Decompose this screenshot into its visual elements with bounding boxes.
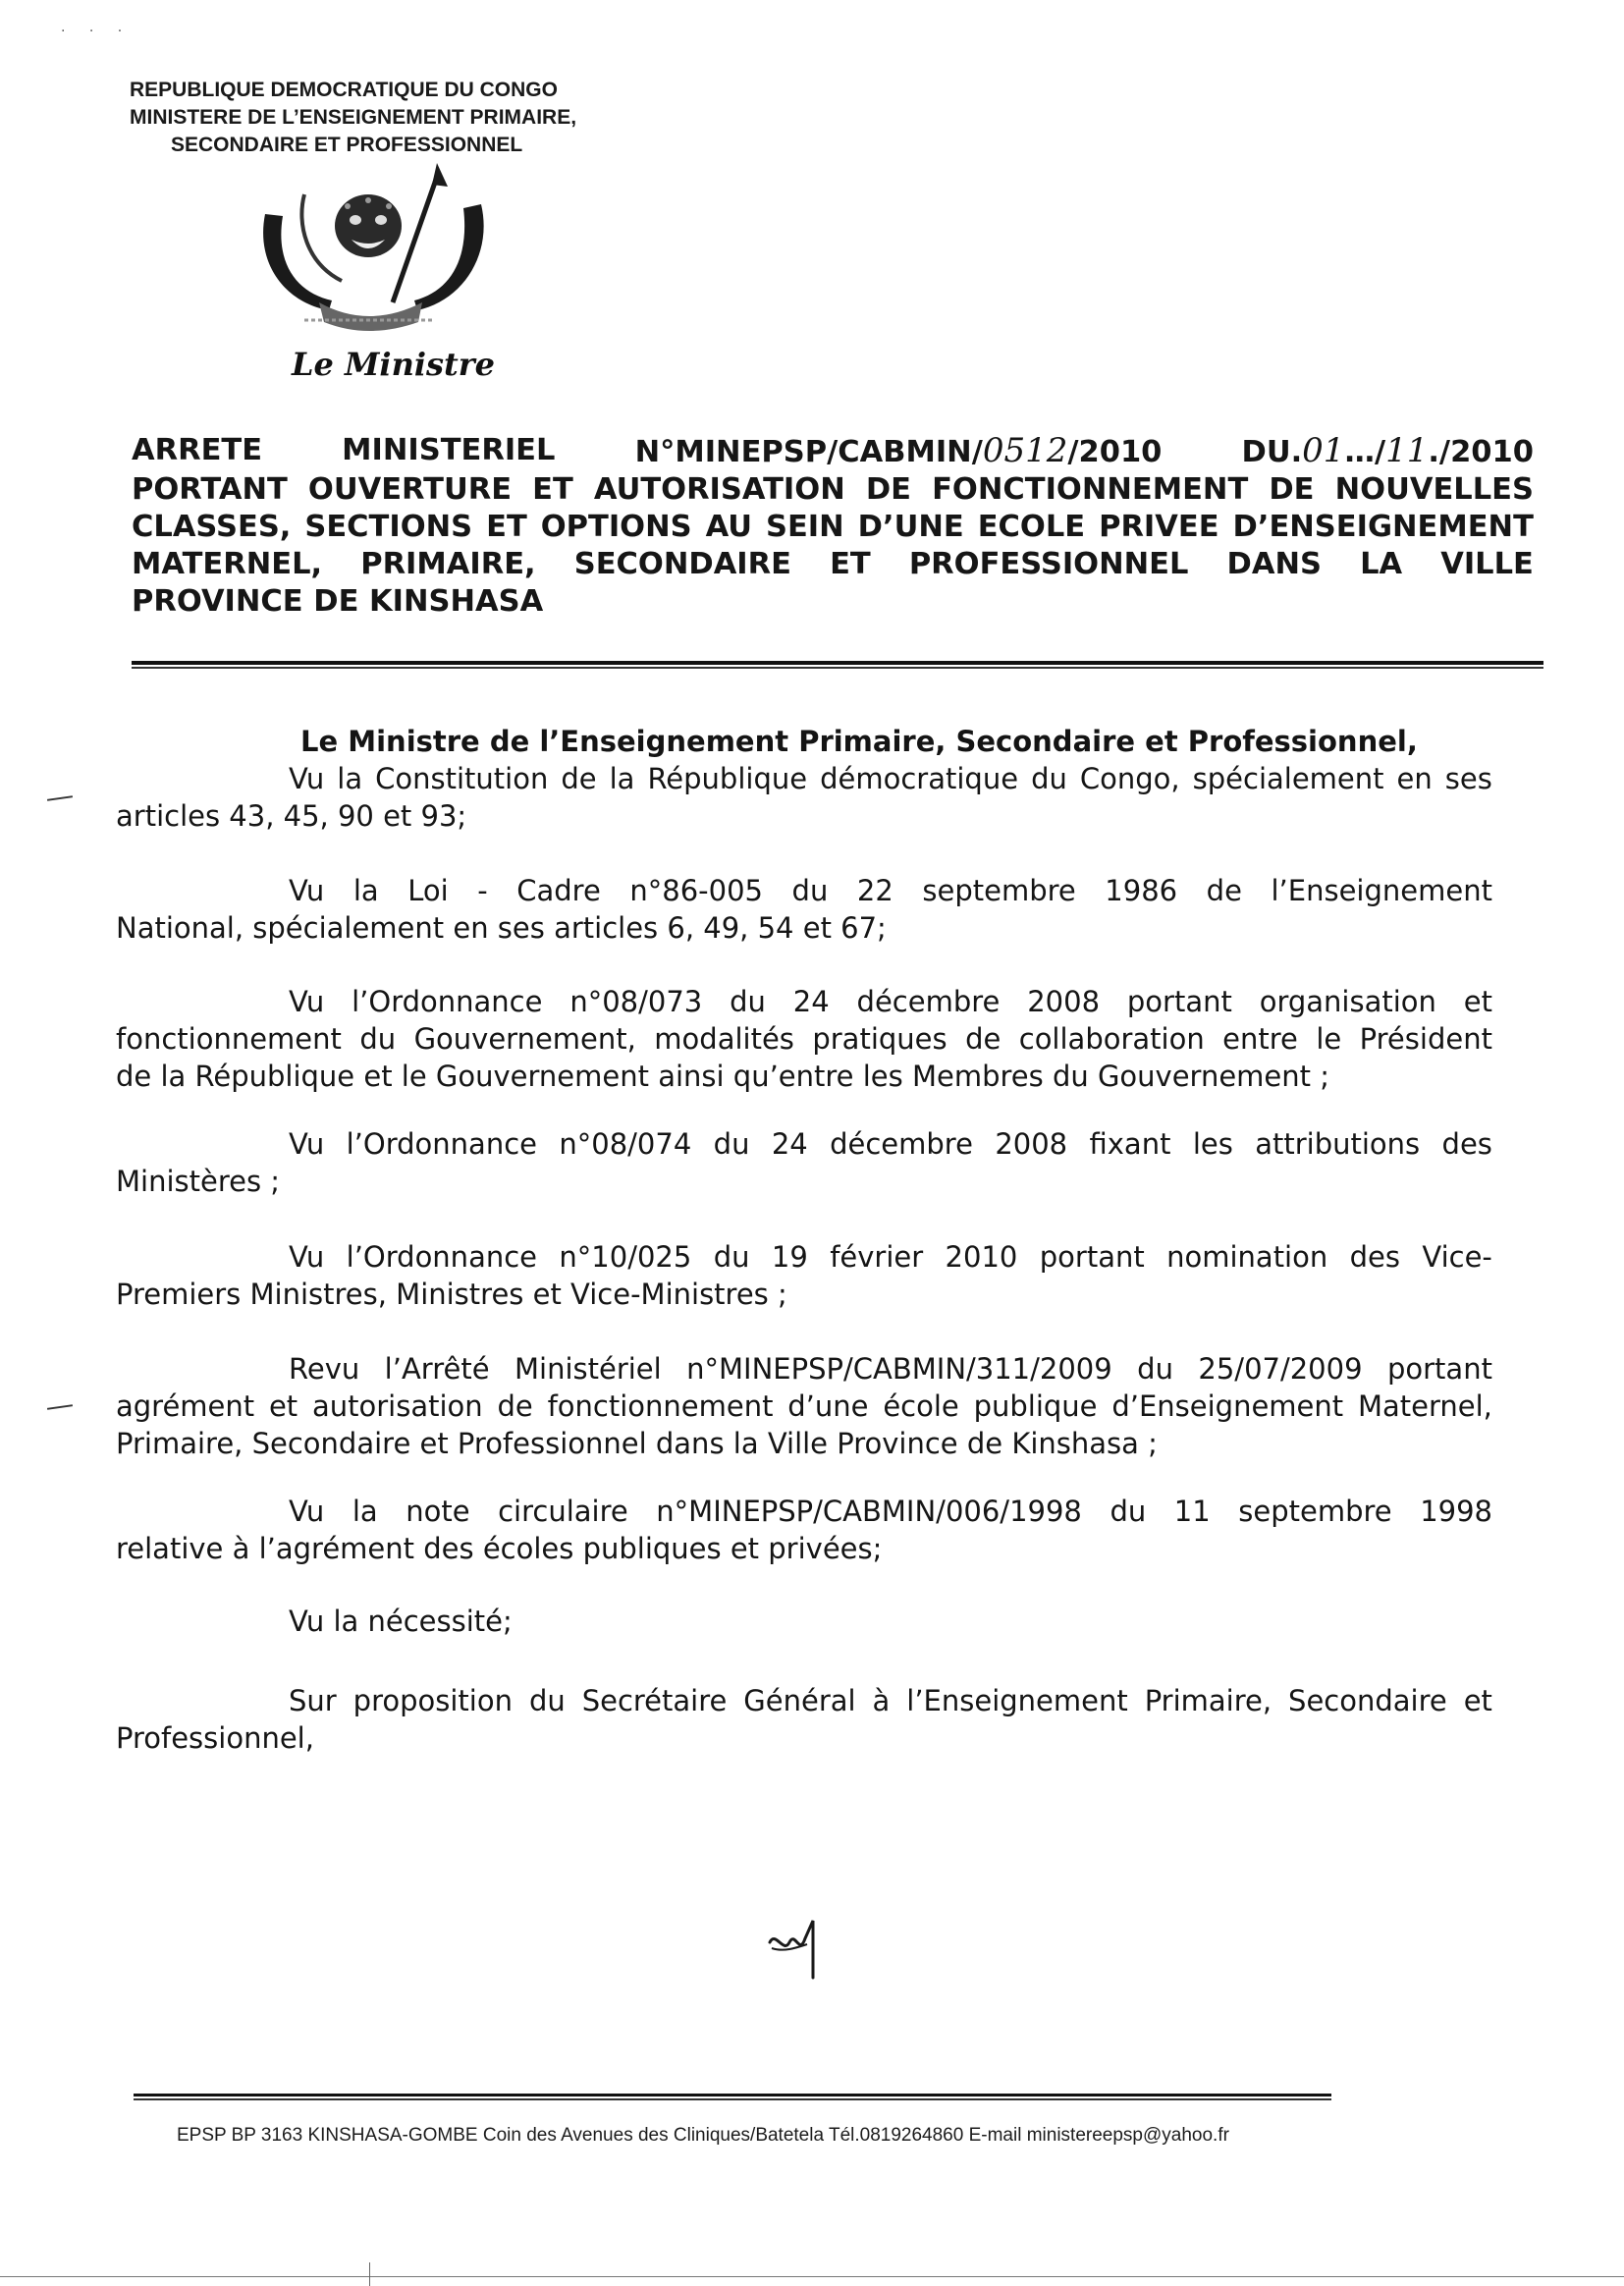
title-word: PROFESSIONNEL [908, 547, 1189, 581]
word: du [359, 1022, 397, 1057]
word: Vu [289, 1495, 325, 1529]
handwritten-initials [762, 1913, 840, 1982]
word: agrément [116, 1389, 255, 1424]
title-word: ET [486, 510, 527, 544]
decree-title [132, 432, 1534, 621]
word: Sur [289, 1683, 337, 1717]
letterhead [130, 77, 576, 159]
title-word: D’ENSEIGNEMENT [1232, 510, 1534, 544]
word: et [1463, 985, 1492, 1019]
word: Primaire, [1144, 1683, 1272, 1717]
reference-year: /2010 [1067, 435, 1163, 469]
word: n°08/073 [569, 985, 703, 1019]
word: décembre [830, 1127, 973, 1162]
paragraph-line: Ministères ; [116, 1165, 281, 1199]
paragraph-line [116, 1388, 1492, 1425]
scan-specks: · · · [61, 24, 133, 39]
handwritten-reference-number: 0512 [982, 431, 1068, 470]
word: 1998 [1420, 1495, 1492, 1529]
word: du [1110, 1495, 1147, 1529]
word: Vu [289, 1239, 325, 1274]
letterhead-country: REPUBLIQUE DEMOCRATIQUE DU CONGO [130, 79, 558, 101]
word: portant [1126, 985, 1232, 1019]
word: 11 [1173, 1495, 1211, 1529]
word: en [1396, 761, 1433, 795]
title-word: ECOLE [977, 510, 1086, 544]
word: l’Ordonnance [346, 1239, 538, 1274]
word: Cadre [516, 874, 601, 908]
decree-date [1242, 432, 1534, 471]
word: entre [1222, 1022, 1298, 1057]
word: de [1206, 874, 1242, 908]
word: note [406, 1495, 470, 1529]
title-word: SECTIONS [304, 510, 473, 544]
paragraph-line [116, 872, 1492, 909]
word: portant [1386, 1352, 1492, 1387]
preamble-paragraph [116, 1682, 1492, 1757]
margin-mark [47, 1404, 73, 1410]
word: 24 [792, 985, 830, 1019]
margin-mark [47, 795, 73, 801]
paragraph-line: National, spécialement en ses articles 6, 49, 54 et 67; [116, 911, 887, 946]
paragraph-line [116, 1350, 1492, 1388]
letterhead-ministry: MINISTERE DE L’ENSEIGNEMENT PRIMAIRE, [130, 106, 577, 129]
word: Constitution [375, 761, 549, 795]
word: démocratique [820, 761, 1019, 795]
word: n°10/025 [559, 1239, 692, 1274]
paragraph-line [116, 1125, 1492, 1163]
word: du [528, 1683, 566, 1717]
title-ministeriel: MINISTERIEL [342, 433, 556, 467]
decree-reference [635, 432, 1163, 471]
word: de [561, 761, 597, 795]
word: le [1316, 1022, 1342, 1057]
word: organisation [1259, 985, 1436, 1019]
word: 2008 [995, 1127, 1068, 1162]
word: l’Ordonnance [352, 985, 543, 1019]
paragraph-line [116, 1020, 1492, 1058]
paragraph-line: Professionnel, [116, 1720, 314, 1755]
word: Gouvernement, [413, 1022, 636, 1057]
title-word: PORTANT [132, 472, 288, 507]
word: les [1192, 1127, 1233, 1162]
title-word: VILLE [1440, 547, 1534, 581]
word: ses [1444, 761, 1492, 795]
title-word: AU [705, 510, 753, 544]
word: du [730, 985, 766, 1019]
word: nomination [1166, 1239, 1328, 1274]
title-word: SEIN [766, 510, 844, 544]
word: Secrétaire [581, 1683, 728, 1717]
word: 19 [771, 1239, 808, 1274]
preamble-paragraph [116, 1350, 1492, 1462]
title-word: CLASSES, [132, 510, 292, 544]
word: attributions [1255, 1127, 1421, 1162]
word: 24 [771, 1127, 808, 1162]
word: l’Enseignement [1271, 874, 1492, 908]
word: Général [743, 1683, 856, 1717]
letterhead-ministry-cont: SECONDAIRE ET PROFESSIONNEL [171, 134, 523, 156]
footer-divider [134, 2094, 1331, 2100]
title-word: AUTORISATION [593, 472, 845, 507]
title-line-1 [132, 432, 1534, 471]
word: Vu [289, 985, 325, 1019]
word: n°86-005 [629, 874, 763, 908]
paragraph-line [116, 1493, 1492, 1530]
title-word: SECONDAIRE [573, 547, 791, 581]
word: n°MINEPSP/CABMIN/311/2009 [686, 1352, 1112, 1387]
preamble-paragraph [116, 1603, 1492, 1640]
word: Ministériel [514, 1352, 662, 1387]
word: 22 [856, 874, 893, 908]
word: la [352, 874, 379, 908]
word: Maternel, [1357, 1389, 1492, 1424]
word: fonctionnement [547, 1389, 774, 1424]
word: l’Arrêté [384, 1352, 490, 1387]
title-word: MATERNEL, [132, 547, 323, 581]
title-line-5: PROVINCE DE KINSHASA [132, 584, 544, 619]
title-word: OPTIONS [540, 510, 692, 544]
word: la [352, 1495, 378, 1529]
paragraph-line: relative à l’agrément des écoles publiques et privées; [116, 1532, 883, 1566]
word: l’Enseignement [906, 1683, 1128, 1717]
word: d’une [787, 1389, 869, 1424]
word: du [713, 1127, 750, 1162]
title-word: OUVERTURE [307, 472, 513, 507]
title-divider [132, 661, 1543, 669]
word: septembre [1238, 1495, 1392, 1529]
minister-heading: Le Ministre de l’Enseignement Primaire, Secondaire et Professionnel, [300, 725, 1418, 758]
title-word: PRIMAIRE, [360, 547, 536, 581]
paragraph-line: Primaire, Secondaire et Professionnel dans la Ville Province de Kinshasa ; [116, 1427, 1158, 1461]
word: septembre [922, 874, 1076, 908]
handwritten-date-day: 01 [1302, 431, 1345, 470]
date-year: ./2010 [1428, 435, 1534, 469]
word: Revu [289, 1352, 360, 1387]
word: autorisation [312, 1389, 483, 1424]
word: Président [1359, 1022, 1492, 1057]
title-arrete: ARRETE [132, 433, 263, 467]
word: d’Enseignement [1111, 1389, 1344, 1424]
title-word: LA [1360, 547, 1403, 581]
word: Congo, [1079, 761, 1180, 795]
word: décembre [856, 985, 1001, 1019]
word: et [1463, 1683, 1492, 1717]
word: circulaire [498, 1495, 628, 1529]
word: Loi [407, 874, 449, 908]
word: de [965, 1022, 1001, 1057]
word: et [268, 1389, 298, 1424]
word: 25/07/2009 [1198, 1352, 1363, 1387]
word: des [1441, 1127, 1492, 1162]
coat-of-arms-emblem [245, 155, 501, 352]
paragraph-line: de la République et le Gouvernement ainsi qu’entre les Membres du Gouvernement ; [116, 1060, 1330, 1094]
preamble-paragraph [116, 1238, 1492, 1313]
title-line-2 [132, 471, 1534, 509]
word: publique [973, 1389, 1098, 1424]
paragraph-line [116, 983, 1492, 1020]
word: portant [1039, 1239, 1145, 1274]
title-word: ET [830, 547, 871, 581]
title-word: DE [865, 472, 911, 507]
word: Secondaire [1288, 1683, 1447, 1717]
title-line-4 [132, 546, 1534, 583]
preamble-paragraph [116, 983, 1492, 1095]
page-bottom-tick [369, 2262, 370, 2286]
word: du [1137, 1352, 1173, 1387]
word: des [1349, 1239, 1400, 1274]
title-word: ET [532, 472, 573, 507]
title-word: D’UNE [857, 510, 964, 544]
word: Vu [289, 1127, 325, 1162]
word: République [647, 761, 808, 795]
word: fixant [1089, 1127, 1171, 1162]
title-word: DE [1269, 472, 1315, 507]
date-prefix: DU. [1241, 435, 1303, 469]
footer-address: EPSP BP 3163 KINSHASA-GOMBE Coin des Avenues des Cliniques/Batetela Tél.0819264860 E-mail ministereepsp@yahoo.fr [177, 2125, 1229, 2146]
paragraph-line: Premiers Ministres, Ministres et Vice-Ministres ; [116, 1277, 787, 1311]
minister-signature-label: Le Ministre [292, 346, 496, 383]
title-word: NOUVELLES [1334, 472, 1534, 507]
word: Vu [289, 874, 325, 908]
word: l’Ordonnance [346, 1127, 537, 1162]
word: spécialement [1192, 761, 1384, 795]
word: - [477, 874, 488, 908]
title-word: DANS [1226, 547, 1322, 581]
word: février [830, 1239, 924, 1274]
paragraph-line [116, 760, 1492, 797]
preamble-paragraph [116, 760, 1492, 835]
handwritten-date-month: 11 [1385, 431, 1429, 470]
word: du [791, 874, 829, 908]
title-line-3 [132, 509, 1534, 546]
word: la [337, 761, 363, 795]
word: du [1031, 761, 1067, 795]
word: proposition [352, 1683, 513, 1717]
word: 2008 [1027, 985, 1101, 1019]
word: Vice- [1422, 1239, 1492, 1274]
word: école [883, 1389, 959, 1424]
preamble-paragraph [116, 1125, 1492, 1200]
paragraph-line: articles 43, 45, 90 et 93; [116, 798, 467, 833]
word: modalités [654, 1022, 794, 1057]
preamble-paragraph [116, 1493, 1492, 1567]
date-separator: …/ [1344, 435, 1386, 469]
word: n°08/074 [559, 1127, 692, 1162]
word: Vu [289, 761, 325, 795]
page-bottom-edge [0, 2276, 1624, 2277]
preamble-paragraph [116, 872, 1492, 947]
word: collaboration [1018, 1022, 1205, 1057]
word: n°MINEPSP/CABMIN/006/1998 [656, 1495, 1082, 1529]
word: de [497, 1389, 533, 1424]
reference-prefix: N°MINEPSP/CABMIN/ [634, 435, 983, 469]
title-word: FONCTIONNEMENT [932, 472, 1249, 507]
word: la [609, 761, 635, 795]
paragraph-line [116, 1682, 1492, 1719]
word: du [713, 1239, 750, 1274]
word: fonctionnement [116, 1022, 342, 1057]
paragraph-line [116, 1238, 1492, 1276]
word: 1986 [1105, 874, 1178, 908]
word: 2010 [945, 1239, 1018, 1274]
word: à [872, 1683, 891, 1717]
paragraph-line: Vu la nécessité; [289, 1604, 513, 1638]
word: pratiques [812, 1022, 947, 1057]
title-word: PRIVEE [1099, 510, 1219, 544]
